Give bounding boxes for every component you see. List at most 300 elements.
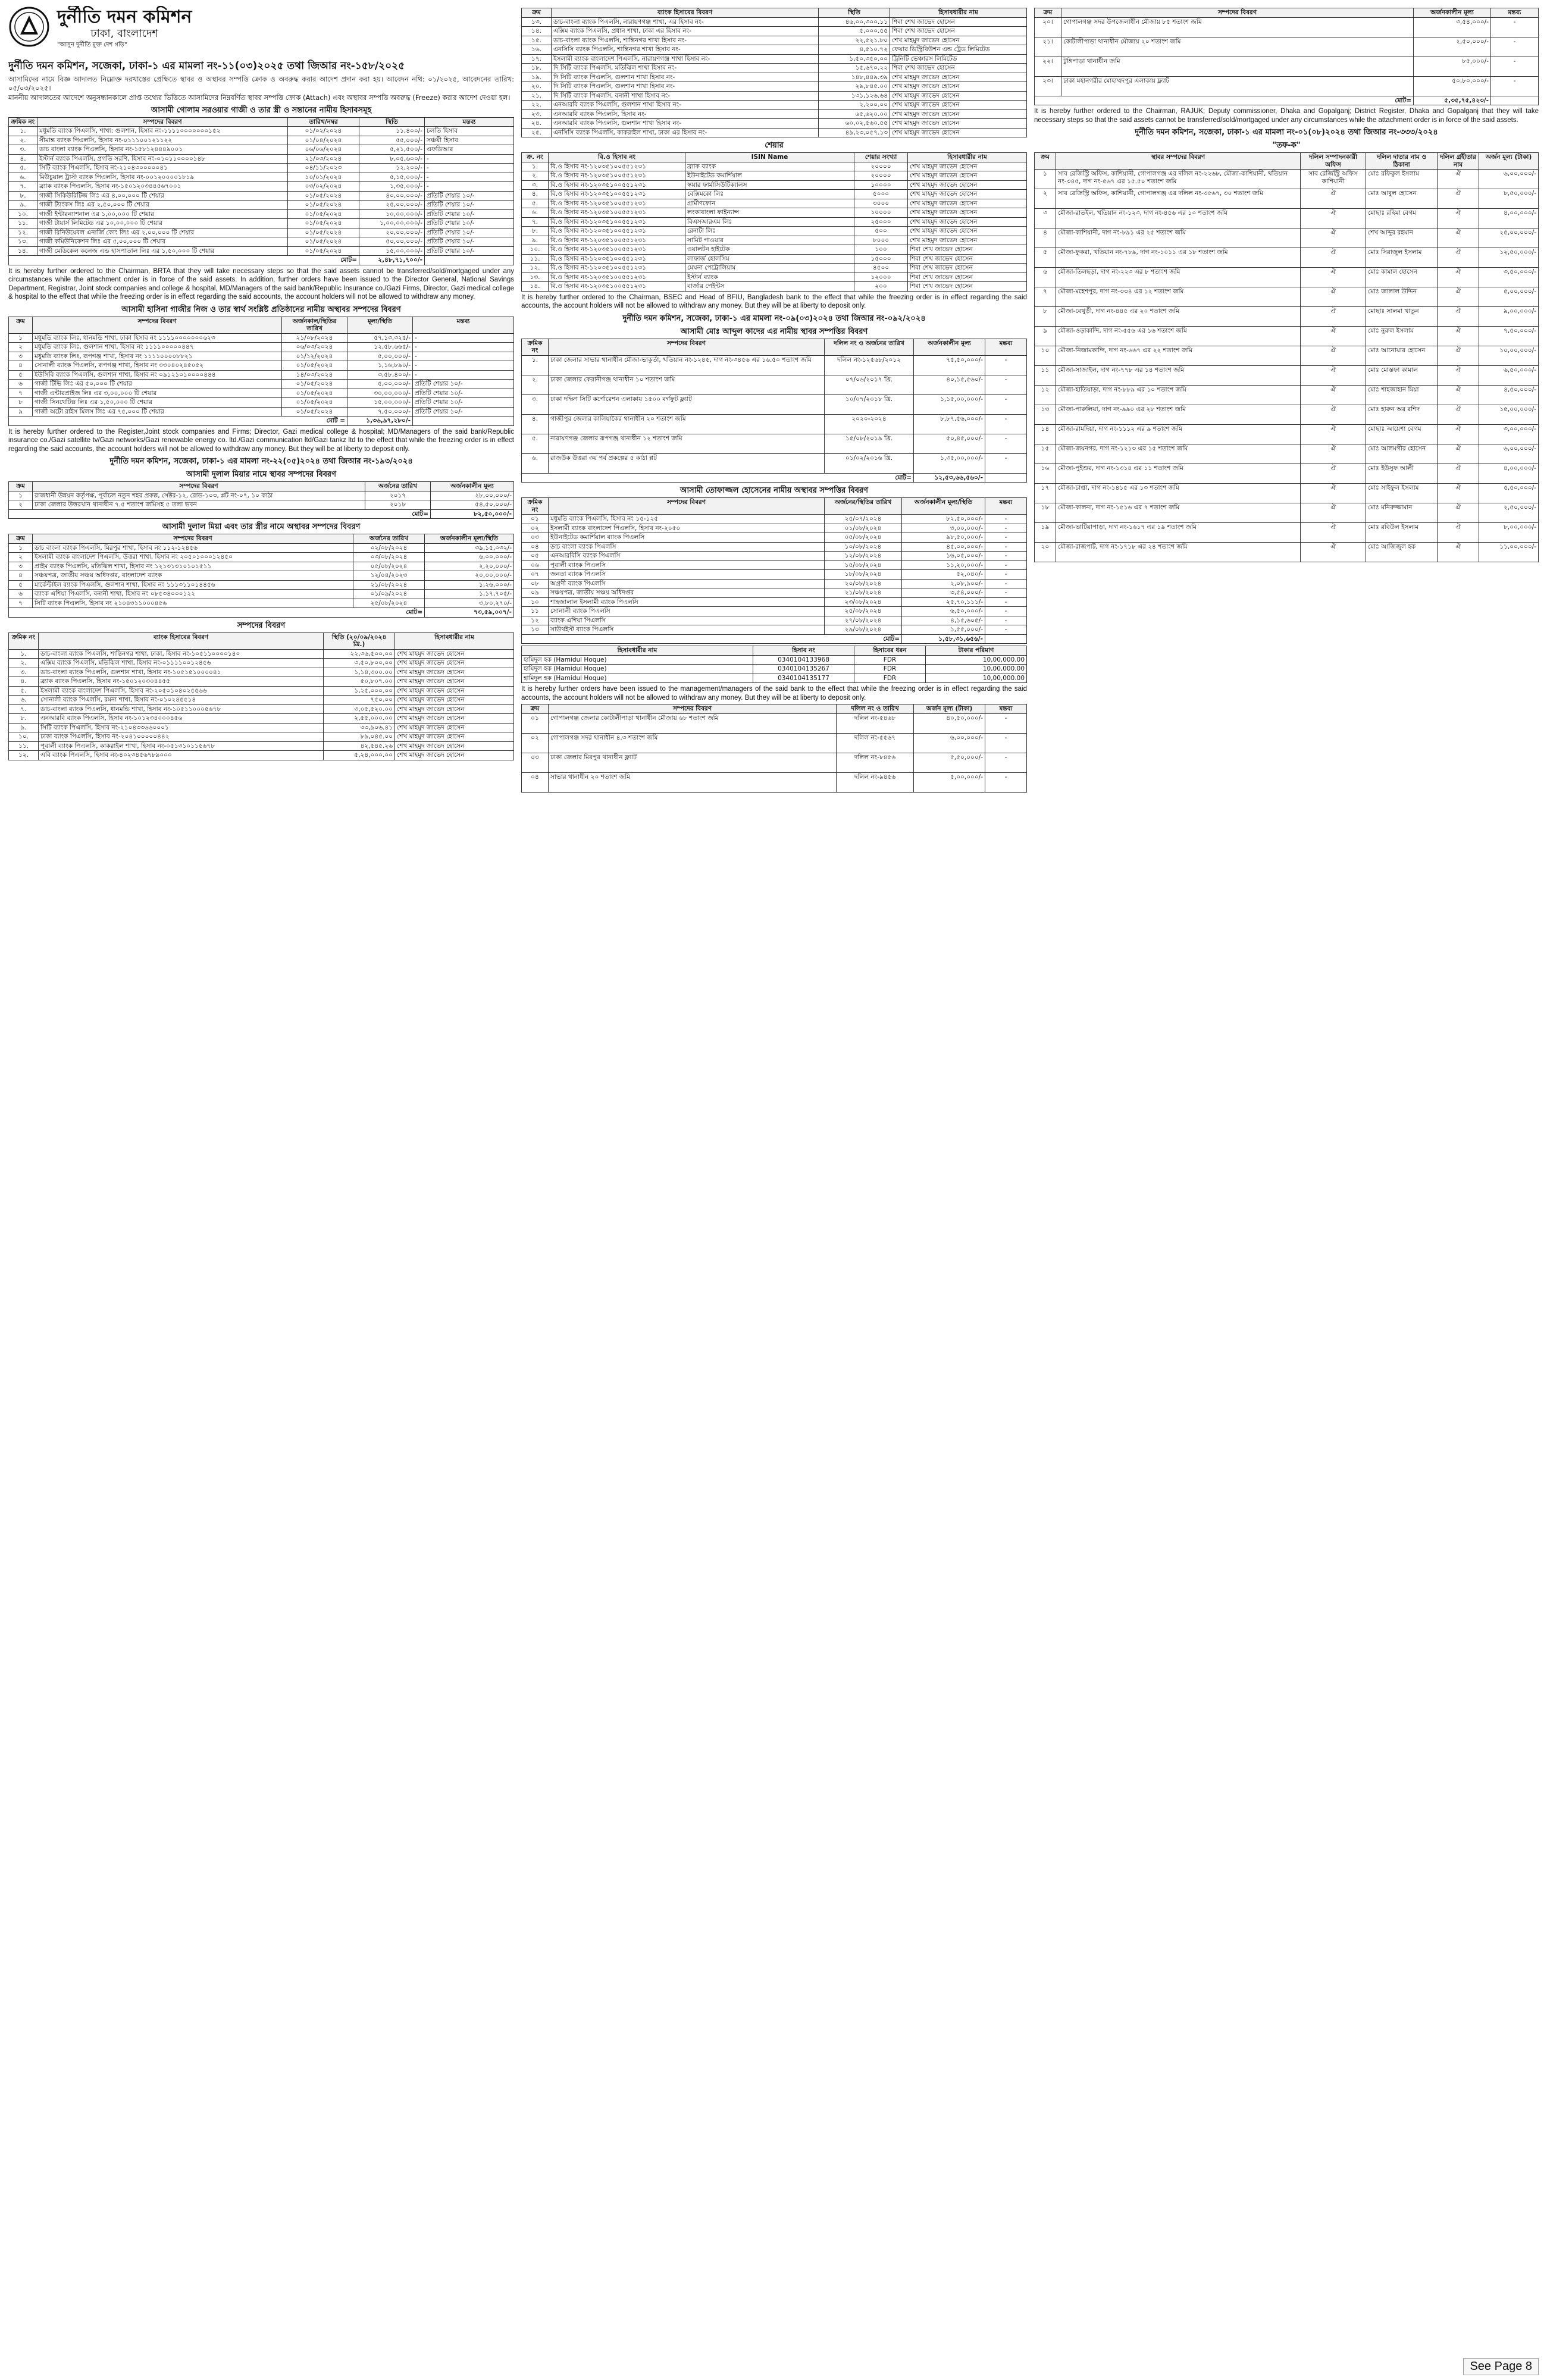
table-cell: 10,00,000.00: [926, 665, 1027, 674]
table-cell: ডাচ-বাংলা ব্যাংক পিএলসি, শান্তিনগর শাখা, ঢাকা, হিসাব নং-১০৫১১০০০০১৪০: [39, 649, 324, 659]
table-cell: শেখ মাহমুদ জাভেদ হোসেন: [890, 119, 1027, 129]
table-cell: ১,১৭,৭০৫/-: [425, 590, 514, 599]
table-cell: -: [413, 361, 514, 371]
table8: [521, 704, 1027, 793]
table-cell: ১৯: [1035, 523, 1056, 543]
table-cell: ৫: [1035, 248, 1056, 268]
table-cell: সোনালী ব্যাংক পিএলসি, রমনা শাখা, হিসাব নং-০১০২৪৫৫১৪: [39, 696, 324, 705]
table-cell: ৩,৫৮,৪০০/-: [347, 370, 413, 380]
table-row: [9, 668, 514, 677]
column-header: সম্পদের বিবরণ: [1061, 8, 1414, 18]
english-paragraph-3: It is hereby further ordered to the Chairman, BSEC and Head of BFIU, Bangladesh bank to the effect that while the freezing order is in effect regarding the said accounts, the account holders will not be allowed to withdraw any money. But they will be at liberty to deposit only.: [521, 293, 1027, 309]
table-cell: সামিট পাওয়ার: [685, 236, 854, 245]
bo-table-body: [522, 162, 1027, 291]
table7-total-label: মোট=: [522, 634, 902, 644]
table-cell: গাজী এন্টারপ্রাইজ লিঃ এর ৩,০০,০০০ টি শেয়ার: [33, 389, 282, 398]
column-header: ক্রম: [522, 704, 549, 714]
table-cell: ঐ: [1438, 189, 1479, 209]
table-cell: ৩.: [9, 145, 37, 155]
table6-body: [522, 355, 1027, 473]
table-row: [522, 772, 1027, 792]
table-row: [522, 109, 1027, 119]
table-cell: ডাচ-বাংলা ব্যাংক পিএলসি, নারায়ণগঞ্জ শাখা, এর হিসাব নং-: [552, 17, 819, 27]
table-cell: ৩.: [522, 180, 549, 190]
fdr-table-body: [522, 655, 1027, 683]
table-row: [9, 380, 514, 389]
column-header: মন্তব্য: [985, 704, 1027, 714]
table-cell: ২৯/০৮/২০২৪: [825, 625, 902, 635]
table-cell: প্রতিটি শেয়ার ১০/-: [425, 191, 514, 201]
table-cell: ১৩১,১২৬.৬৪: [819, 91, 890, 101]
table-cell: ২: [9, 500, 33, 510]
table-cell: বি.ও হিসাব নং-১২০৩৫১০০৫৫১২৩১: [549, 190, 685, 199]
table-row: [1035, 543, 1539, 562]
table-row: [522, 524, 1027, 533]
table-cell: -: [985, 375, 1027, 394]
table-cell: -: [985, 552, 1027, 561]
table-cell: সঞ্চয়ী হিসাব: [425, 136, 514, 145]
table-cell: ৪: [1035, 228, 1056, 248]
table5: [8, 632, 514, 760]
table1-title: আসামী গোলাম সরওয়ার গাজী ও তার স্ত্রী ও সন্তানের নামীয় হিসাবসমূহ: [151, 105, 372, 115]
table-cell: ১: [9, 333, 33, 343]
table-cell: শিবা শেখ জাভেদ হোসেন: [908, 273, 1027, 282]
column-header: অর্জনের তারিখ: [353, 534, 425, 544]
table4-title: আসামী দুলাল মিয়া এবং তার স্ত্রীর নামে অস্থাবর সম্পদের বিবরণ: [162, 522, 361, 531]
table-cell: বি.ও হিসাব নং-১২০৩৫১০০৫৫১২৩১: [549, 236, 685, 245]
table-cell: ১৪.: [522, 27, 552, 36]
table1-total-label: মোট=: [9, 256, 359, 265]
table-cell: ২০০: [854, 282, 908, 292]
table-cell: ১২: [522, 616, 549, 625]
table-cell: -: [425, 173, 514, 182]
table-row: [9, 398, 514, 408]
table-cell: প্রতিটি শেয়ার ১০/-: [425, 201, 514, 210]
table-row: [522, 655, 1027, 665]
table-row: [522, 236, 1027, 245]
table-cell: FDR: [854, 655, 926, 665]
table-row: [522, 128, 1027, 137]
table-cell: শেখ মাহমুদ জাভেদ হোসেন: [395, 649, 514, 659]
column-header: দলিল নং ও তারিখ: [837, 704, 914, 714]
table-row: [9, 714, 514, 724]
table5-title: সম্পদের বিবরণ: [237, 621, 286, 630]
table-cell: প্রতিটি শেয়ার ১০/-: [425, 246, 514, 256]
table-cell: গাজী রিনিউয়েবল এনার্জি কোং লিঃ এর ২,০০,০০০ টি শেয়ার: [37, 228, 288, 237]
column-header: ব্যাংক হিসাবের বিবরণ: [39, 632, 324, 649]
table-cell: প্রতিটি শেয়ার ১০/-: [425, 209, 514, 219]
table-cell: ২৫/০৮/২০২৪: [825, 607, 902, 616]
table-cell: ১,১৪,৩০০.০০: [324, 668, 395, 677]
table-cell: ঐ: [1301, 209, 1366, 228]
table-cell: এনআরবি ব্যাংক পিএলসি, গুলশান শাখা হিসাব নং-: [552, 119, 819, 129]
column-header: দলিল নং ও অর্জনের তারিখ: [825, 339, 914, 355]
table-cell: ১,২৫,০০০.০০: [324, 686, 395, 696]
table9-header-row: [1035, 153, 1539, 170]
table-row: [522, 119, 1027, 129]
table-cell: ৬,৫০,০০০/-: [1479, 366, 1539, 386]
table-row: [1035, 170, 1539, 189]
table-cell: সোনালী ব্যাংক পিএলসি: [549, 607, 825, 616]
table-cell: ৪.: [9, 154, 37, 164]
table-cell: ১০০: [854, 245, 908, 255]
table-cell: ১২.: [522, 264, 549, 273]
table-cell: ৪: [9, 571, 33, 581]
table-cell: গাজী টায়ার্স লিমিটেড এর ১০,০০,০০০ টি শেয়ার: [37, 219, 288, 228]
section4-title: দুর্নীতি দমন কমিশন, সজেকা, ঢাকা-১ এর মামলা নং-০৯(০৩)২০২৪ তথা জিআর নং-০৯২/২০২৪: [622, 314, 926, 323]
table-row: [9, 543, 514, 553]
table-cell: ৫.: [9, 164, 37, 173]
column-header: মন্তব্য: [1491, 8, 1539, 18]
table-cell: বি.ও হিসাব নং-১২০৩৫১০০৫৫১২৩১: [549, 273, 685, 282]
table-cell: মৌজা-কালনা, দাগ নং-১৫১৬ এর ৭ শতাংশ জমি: [1056, 503, 1301, 523]
table-cell: ঐ: [1301, 366, 1366, 386]
table-cell: ৮.: [522, 227, 549, 236]
table-cell: শেখ মাহমুদ জাভেদ হোসেন: [890, 73, 1027, 82]
table-cell: ০১/১২/২০২৪: [282, 352, 347, 361]
table-cell: ১০.: [9, 732, 39, 742]
table-cell: শেখ মাহমুদ জাভেদ হোসেন: [890, 101, 1027, 110]
table-cell: ওয়ালটন হাইটেক: [685, 245, 854, 255]
table-cell: ব্যাংক এশিয়া পিএলসি, বনানী শাখা, হিসাব নং ০৮৫৩৪০০০১২২: [33, 590, 353, 599]
table-cell: শেখ মাহমুদ জাভেদ হোসেন: [395, 751, 514, 760]
table-cell: ২০১৮: [365, 500, 431, 510]
column-header: স্থিতি (২০/০৯/২০২৪ খ্রি.): [324, 632, 395, 649]
table-cell: ১.: [9, 127, 37, 136]
table-cell: ১৩: [1035, 405, 1056, 425]
table-cell: -: [425, 154, 514, 164]
table-cell: ৫: [9, 580, 33, 590]
col3-top-table-header-row: [1035, 8, 1539, 18]
table-cell: এফডিআর: [425, 145, 514, 155]
table-cell: মোঃ রবিউল ইসলাম: [1366, 523, 1438, 543]
table-cell: শিবা শেখ জাভেদ হোসেন: [890, 27, 1027, 36]
table-cell: ৪,১৫,৬০৫/-: [902, 616, 985, 625]
table-cell: শেখ মাহমুদ জাভেদ হোসেন: [395, 714, 514, 724]
table-cell: -: [985, 733, 1027, 753]
table-row: [522, 674, 1027, 683]
table-cell: ১৬.: [522, 45, 552, 55]
table-cell: জনতা ব্যাংক পিএলসি: [549, 570, 825, 580]
table-cell: ৪০,৫০,০০০/-: [914, 713, 985, 733]
table-cell: মধুমতি ব্যাংক লিঃ, রূপগঞ্জ শাখা, হিসাব নং ১১১১০০০০৮৮২১: [33, 352, 282, 361]
table-cell: মৌজা-ওড়াকান্দি, দাগ নং-৫৫৬ এর ১৬ শতাংশ জমি: [1056, 327, 1301, 346]
column-header: স্থিতি: [819, 8, 890, 18]
table-row: [9, 333, 514, 343]
table-cell: সিটি ব্যাংক পিএলসি, হিসাব নং ২১০৪৩১১০০০৪৫৬: [33, 599, 353, 608]
table4-total-value: ৭৩,৫৯,০০৭/-: [425, 608, 514, 618]
table3-body: [9, 491, 514, 509]
table-cell: স্কয়ার ফার্মাসিউটিক্যালস: [685, 180, 854, 190]
table-cell: ১৩: [522, 625, 549, 635]
table-cell: ডাচ-বাংলা ব্যাংক পিএলসি, গুলশান শাখা, হিসাব নং-১০৫১৫১০০০০৪১: [39, 668, 324, 677]
table-cell: ৯৮,৫০,০০০/-: [902, 533, 985, 543]
table-cell: এবি ব্যাংক পিএলসি, হিসাব নং-৪০২৩৪৫৬৭৮৯০০০: [39, 751, 324, 760]
table-cell: ব্র্যাক ব্যাংক পিএলসি, হিসাব নং-১৫০১২০৩৪৪৫৬৭০০১: [37, 182, 288, 192]
column-header: ক্রম: [522, 8, 552, 18]
column-header: সম্পদের বিবরণ: [549, 498, 825, 515]
table-cell: ৬,৫০,০০০/-: [902, 607, 985, 616]
table-cell: ৪০,১৫,৫৬০/-: [914, 375, 985, 394]
table-cell: বি.ও হিসাব নং-১২০৩৫১০০৫৫১২৩১: [549, 282, 685, 292]
column-header: অর্জনকালীন মূল্য/স্থিতি: [902, 498, 985, 515]
table6-total-row: [522, 473, 1027, 483]
schedule-label: "তফ-ক": [1272, 141, 1301, 150]
table-cell: -: [985, 597, 1027, 607]
table-cell: ১৩.: [9, 237, 37, 247]
table-cell: ২৫/০৮/২০২৪: [353, 599, 425, 608]
table-row: [522, 64, 1027, 73]
table-cell: দি সিটি ব্যাংক পিএলসি, বনানী শাখা হিসাব নং-: [552, 91, 819, 101]
table-cell: অগ্রণী ব্যাংক পিএলসি: [549, 579, 825, 588]
table-cell: ৯.: [522, 236, 549, 245]
column-header: স্থাবর সম্পদের বিবরণ: [1056, 153, 1301, 170]
table-cell: ১: [9, 491, 33, 500]
table-cell: -: [985, 607, 1027, 616]
table-cell: ২১/০৩/২০২৪: [288, 154, 359, 164]
table-row: [9, 562, 514, 571]
table-cell: ৮,০০,০০০/-: [1479, 523, 1539, 543]
table-cell: ৮,৮৭,৫৬,০০০/-: [914, 414, 985, 434]
table-cell: ৭,৫০,০০০/-: [347, 407, 413, 416]
table-row: [9, 500, 514, 510]
table-cell: ইউসিবি ব্যাংক পিএলসি, গুলশান শাখা, হিসাব নং ০৯১২১০১০০০০৪৪৪: [33, 370, 282, 380]
column-header: অর্জনকালীন মূল্য: [431, 482, 514, 491]
table-cell: ইউনাইটেড কমার্শিয়াল ব্যাংক পিএলসি: [549, 533, 825, 543]
table-cell: বি.ও হিসাব নং-১২০৩৫১০০৫৫১২৩১: [549, 217, 685, 227]
table-row: [9, 723, 514, 732]
table-cell: ২০।: [1035, 17, 1061, 37]
table-cell: ৩,০০,০০০/-: [902, 524, 985, 533]
table-row: [9, 407, 514, 416]
table-row: [1035, 523, 1539, 543]
column-header: ক্র. নং: [522, 153, 549, 162]
table-cell: ঐ: [1301, 248, 1366, 268]
table-cell: -: [985, 394, 1027, 414]
table-cell: ৪.: [522, 414, 549, 434]
table-cell: ৪২,৫৪৫.২৬: [324, 741, 395, 751]
table-cell: ০৫/০৮/২০২৪: [353, 562, 425, 571]
column-1: [8, 6, 514, 2356]
table-cell: কোটালীপাড়া থানাধীন মৌজায় ২০ শতাংশ জমি: [1061, 37, 1414, 57]
table-cell: ১৮: [1035, 503, 1056, 523]
table-cell: ১৯.: [522, 73, 552, 82]
table-cell: ৫,৫০,০০০/-: [1479, 484, 1539, 503]
table-cell: চলতি হিসাব: [425, 127, 514, 136]
table-cell: এনআরবি ব্যাংক পিএলসি, গুলশান শাখা হিসাব নং-: [552, 101, 819, 110]
table-cell: ইউনাইটেড কমার্শিয়াল: [685, 171, 854, 181]
table-cell: ০১/০৫/২০২৪: [288, 228, 359, 237]
table-cell: ৪৫০০: [854, 264, 908, 273]
table-row: [1035, 287, 1539, 307]
table-cell: ১৮.: [522, 64, 552, 73]
table-cell: ০১/০৫/২০২৪: [282, 361, 347, 371]
table-cell: সাভার থানাধীন ২০ শতাংশ জমি: [549, 772, 837, 792]
column-header: ক্রম: [9, 317, 33, 333]
table-cell: মৌজা-ফুকরা, খতিয়ান নং-৭৮৯, দাগ নং-১০১১ এর ১৮ শতাংশ জমি: [1056, 248, 1301, 268]
column-header: ক্রমিক নং: [522, 339, 549, 355]
table-row: [522, 190, 1027, 199]
table-cell: ১৫/০৮/২০২৪: [825, 560, 902, 570]
table-row: [1035, 57, 1539, 76]
table-cell: ১৫.: [522, 36, 552, 45]
table-cell: ২০: [1035, 543, 1056, 562]
table-cell: ৪: [9, 361, 33, 371]
table-cell: ০২: [522, 524, 549, 533]
table-cell: ১৩.: [522, 273, 549, 282]
table-cell: এনআরবিসি ব্যাংক পিএলসি: [549, 552, 825, 561]
table-cell: ঢাকা জেলার সাভার থানাধীন মৌজা-ভাকুর্তা, খতিয়ান নং-১২৪৫, দাগ নং-৩৪৫৬ এর ১৬.৫০ শতাংশ জমি: [549, 355, 825, 375]
table-cell: বি.ও হিসাব নং-১২০৩৫১০০৫৫১২৩১: [549, 227, 685, 236]
table-row: [1035, 425, 1539, 444]
table-cell: ঐ: [1301, 228, 1366, 248]
table-row: [9, 237, 514, 247]
table-cell: ২,২০,০০০/-: [425, 562, 514, 571]
table-cell: ০৫/০৮/২০২৪: [825, 533, 902, 543]
table-cell: ১১: [1035, 366, 1056, 386]
table-cell: ১২/০৮/২০২৪: [825, 552, 902, 561]
table-cell: ৮,০৫,৬০০/-: [359, 154, 425, 164]
masthead: [8, 6, 514, 57]
table-row: [522, 570, 1027, 580]
table-cell: ১৫০০০: [854, 254, 908, 264]
table-cell: গোপালগঞ্জ সদর উপজেলাধীন মৌজায় ৮৫ শতাংশ জমি: [1061, 17, 1414, 37]
table-cell: গোপালগঞ্জ সদর থানাধীন ৪.৩ শতাংশ জমি: [549, 733, 837, 753]
table-cell: ঐ: [1438, 268, 1479, 287]
table-cell: ০৮: [522, 579, 549, 588]
table-cell: ট্রিনিটি ভেঞ্চারস লিমিটেড: [890, 54, 1027, 64]
table4: [8, 534, 514, 618]
table-cell: ঐ: [1438, 366, 1479, 386]
table-cell: নারায়ণগঞ্জ জেলার রূপগঞ্জ থানাধীন ১২ শতাংশ জমি: [549, 434, 825, 453]
table-cell: ১৪.: [522, 282, 549, 292]
table-cell: ৬০,০২,৫৬০.৫৫: [819, 119, 890, 129]
column-header: সম্পদের বিবরণ: [37, 117, 288, 127]
column-header: হিসাবের ধরন: [854, 646, 926, 656]
table-cell: -: [413, 370, 514, 380]
table-cell: মোঃ শাহজাহান মিয়া: [1366, 386, 1438, 405]
table-cell: মৌজা-মহেশপুর, দাগ নং-৩৩৪ এর ১২ শতাংশ জমি: [1056, 287, 1301, 307]
table-cell: ২২,৫২১.৮০: [819, 36, 890, 45]
table-cell: ৯: [1035, 327, 1056, 346]
table-cell: সিটি ব্যাংক পিএলসি, হিসাব নং-২১০৪৩০০০০০৪১: [37, 164, 288, 173]
table-cell: ৬,০০,০০০/-: [914, 733, 985, 753]
table-cell: ০১/০২/২০২৪: [288, 127, 359, 136]
table-row: [1035, 464, 1539, 484]
table-cell: ২৫,৭০,১১১/-: [902, 597, 985, 607]
table-cell: প্রাইম ব্যাংক পিএলসি, মতিঝিল শাখা, হিসাব নং ১২১৩১৩১০১০১৫১১: [33, 562, 353, 571]
table-row: [522, 616, 1027, 625]
table-cell: শেখ মাহমুদ জাভেদ হোসেন: [908, 162, 1027, 171]
table-cell: গাজী অটো রাইস মিলস লিঃ এর ৭৫,০০০ টি শেয়ার: [33, 407, 282, 416]
table-cell: গাজী সিকিউরিটিজ লিঃ এর ৪,০০,০০০ টি শেয়ার: [37, 191, 288, 201]
table-row: [9, 732, 514, 742]
table-cell: ৭,৫০,০০০/-: [1479, 327, 1539, 346]
fdr-table-header-row: [522, 646, 1027, 656]
table-cell: -: [985, 453, 1027, 473]
table-cell: ১০০০০: [854, 208, 908, 218]
table-row: [9, 182, 514, 192]
table-cell: ০৪/১১/২০২৩: [288, 164, 359, 173]
table-cell: ১,৩৫,০০০/-: [359, 182, 425, 192]
table-cell: ১১,৪০০/-: [359, 127, 425, 136]
memo-title: দুর্নীতি দমন কমিশন, সজেকা, ঢাকা-১ এর মামলা নং-১১(০৩)২০২৫ তথা জিআর নং-১৫৮/২০২৫: [8, 60, 405, 72]
table-cell: ৮,৫০,০০০/-: [1479, 189, 1539, 209]
table-row: [522, 542, 1027, 552]
table-cell: গাজী কমিউনিকেশন লিঃ এর ৫,০০,০০০ টি শেয়ার: [37, 237, 288, 247]
table-row: [1035, 37, 1539, 57]
table-row: [9, 361, 514, 371]
table-cell: ১৬,০৫,০০০/-: [902, 552, 985, 561]
column-header: ক্রম: [9, 482, 33, 491]
table-cell: ৫৫,০০০/-: [359, 136, 425, 145]
table-row: [522, 199, 1027, 208]
table-cell: মোঃ আনোয়ার হোসেন: [1366, 346, 1438, 366]
table-cell: ৫০,৮০,০০০/-: [1414, 76, 1491, 96]
table-cell: বিএসআরএম লিঃ: [685, 217, 854, 227]
table2-total-row: [9, 416, 514, 426]
table-cell: ২,৫৫,০০০.০০: [324, 714, 395, 724]
table-cell: ১২/০৪/২০২৩: [353, 571, 425, 581]
table-cell: ডাচ-বাংলা ব্যাংক পিএলসি, শান্তিনগর শাখা হিসাব নং-: [552, 36, 819, 45]
table-cell: শেখ আব্দুর রহমান: [1366, 228, 1438, 248]
table-cell: ৮.: [9, 191, 37, 201]
column-header: মন্তব্য: [985, 339, 1027, 355]
table-cell: মোঃ ইউসুফ আলী: [1366, 464, 1438, 484]
table-cell: এনসিসি ব্যাংক পিএলসি, কাকরাইল শাখা, ঢাকা এর হিসাব নং-: [552, 128, 819, 137]
acc-emblem-icon: [8, 6, 50, 48]
table-cell: শেখ মাহমুদ জাভেদ হোসেন: [395, 659, 514, 668]
table4-total-label: মোট=: [9, 608, 425, 618]
table-cell: -: [1491, 57, 1539, 76]
table6: [521, 339, 1027, 483]
table-cell: ২১.: [522, 91, 552, 101]
table-cell: ২৫,০০,০০০/-: [1479, 228, 1539, 248]
table-cell: ১২,২০০/-: [359, 164, 425, 173]
table-cell: ঐ: [1301, 307, 1366, 327]
column-header: সম্পদের বিবরণ: [549, 339, 825, 355]
table-cell: ০১/০৮/২০২৪: [825, 524, 902, 533]
table-cell: ৮: [1035, 307, 1056, 327]
column-header: মন্তব্য: [425, 117, 514, 127]
table-cell: ১,৩৫,০০,০০০/-: [914, 453, 985, 473]
table-cell: মোঃ রফিকুল ইসলাম: [1366, 170, 1438, 189]
table-cell: ৩: [9, 562, 33, 571]
table-cell: ১,৫০,৩৫০.০০: [819, 54, 890, 64]
masthead-text: [57, 6, 192, 49]
table-cell: মৌজা-নিজামকান্দি, দাগ নং-৬৬৭ এর ২২ শতাংশ জমি: [1056, 346, 1301, 366]
table-cell: ১৭.: [522, 54, 552, 64]
english-paragraph-1: It is hereby further ordered to the Chairman, BRTA that they will take necessary steps so that the said assets cannot be transferred/sold/mortgaged under any circumstances while the attachment order is in force of the said assets. In addition, further orders have been issued to the Director General, National Savings Department, Registrar, Joint stock companies and college & hospital, MD/Managers of the said bank/Republic Insurance co./Gazi Firms, Director, Gazi medical college & hospital to the effect that while the freezing order is in effect regarding the said accounts, the account holders will not be allowed to withdraw any money.: [8, 267, 514, 300]
column-header: দলিল সম্পাদনকারী অফিস: [1301, 153, 1366, 170]
table-cell: বেক্সিমকো লিঃ: [685, 190, 854, 199]
table-cell: পূবালী ব্যাংক পিএলসি, কাকরাইল শাখা, হিসাব নং-০৫১৩১০১১৫৬৭৮: [39, 741, 324, 751]
table-row: [1035, 228, 1539, 248]
table-cell: বি.ও হিসাব নং-১২০৩৫১০০৫৫১২৩১: [549, 162, 685, 171]
table-cell: ৬৫,৬২০.০০: [819, 109, 890, 119]
table-cell: টুঙ্গিপাড়া থানাধীন জমি: [1061, 57, 1414, 76]
table-cell: শেখ মাহমুদ জাভেদ হোসেন: [908, 208, 1027, 218]
table-row: [522, 588, 1027, 598]
table-cell: ০৭/০৬/২০১৭ খ্রি.: [825, 375, 914, 394]
table-row: [9, 686, 514, 696]
table-cell: শিবা শেখ জাভেদ হোসেন: [908, 282, 1027, 292]
table-row: [522, 597, 1027, 607]
table-cell: ঐ: [1438, 405, 1479, 425]
table-cell: ৫২,০৪০/-: [902, 570, 985, 580]
table-cell: ০১/০৫/২০২৪: [288, 201, 359, 210]
table-cell: দলিল নং-৮৪৫৬: [837, 753, 914, 772]
